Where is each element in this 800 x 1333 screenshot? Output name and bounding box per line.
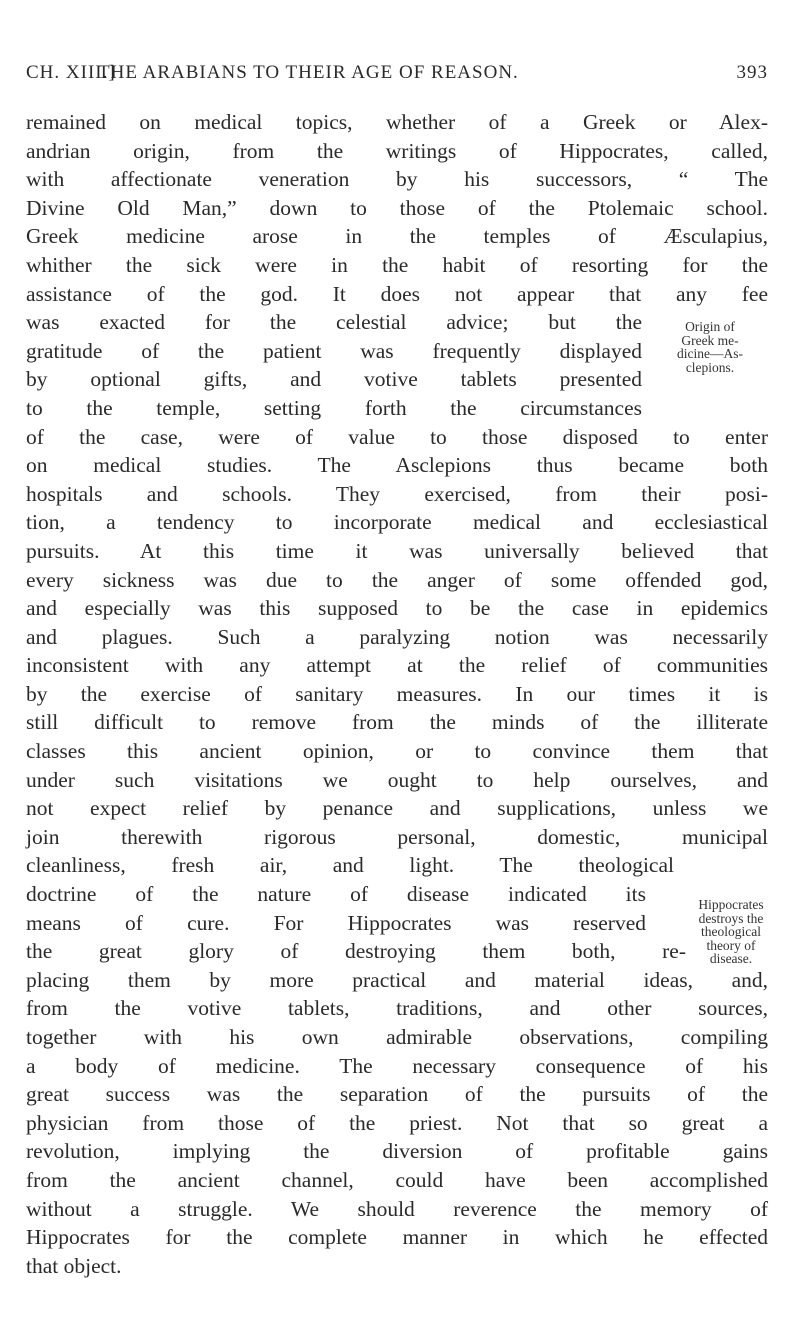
text-line: by optional gifts, and votive tablets presented bbox=[26, 367, 642, 392]
text-line: from the votive tablets, traditions, and other sources, bbox=[26, 996, 768, 1021]
sidenote-line: clepions. bbox=[685, 359, 735, 375]
sidenote-line: disease. bbox=[709, 951, 753, 966]
text-line: physician from those of the priest. Not that so great a bbox=[26, 1110, 768, 1135]
text-line: remained on medical topics, whether of a Greek or Alex- bbox=[26, 110, 768, 134]
text-line: pursuits. At this time it was universally believed that bbox=[26, 538, 768, 563]
sidenote-line: Hippocrates bbox=[698, 897, 764, 912]
text-line: without a struggle. We should reverence the memory of bbox=[26, 1196, 768, 1221]
text-line: doctrine of the nature of disease indicated its bbox=[26, 882, 646, 907]
sidenote-origin-greek-medicine bbox=[646, 320, 774, 374]
text-line: and plagues. Such a paralyzing notion was necessarily bbox=[26, 624, 768, 649]
running-header bbox=[26, 62, 768, 88]
text-line: not expect relief by penance and supplications, unless we bbox=[26, 796, 768, 821]
text-line: still difficult to remove from the minds of the illiterate bbox=[26, 710, 768, 735]
text-line: join therewith rigorous personal, domestic, municipal bbox=[26, 824, 768, 849]
sidenote-line: Greek me- bbox=[681, 332, 739, 348]
text-line: whither the sick were in the habit of resorting for the bbox=[26, 252, 768, 277]
text-line: and especially was this supposed to be the case in epidemics bbox=[26, 596, 768, 621]
text-line: great success was the separation of the pursuits of the bbox=[26, 1082, 768, 1107]
text-line: andrian origin, from the writings of Hippocrates, called, bbox=[26, 138, 768, 163]
sidenote-hippocrates bbox=[686, 898, 776, 966]
text-line: assistance of the god. It does not appear that any fee bbox=[26, 281, 768, 306]
sidenote-line: Origin of bbox=[685, 319, 735, 334]
running-title: THE ARABIANS TO THEIR AGE OF REASON. bbox=[98, 62, 519, 83]
body-text bbox=[26, 108, 768, 1280]
text-line: of the case, were of value to those disposed to enter bbox=[26, 424, 768, 449]
sidenote-line: dicine—As- bbox=[677, 346, 743, 361]
text-line: to the temple, setting forth the circumstances bbox=[26, 395, 642, 420]
text-line: on medical studies. The Asclepions thus became both bbox=[26, 453, 768, 478]
sidenote-line: theory of bbox=[706, 937, 756, 953]
text-line: by the exercise of sanitary measures. In our times it is bbox=[26, 681, 768, 706]
page-number: 393 bbox=[736, 62, 768, 83]
text-line: under such visitations we ought to help ourselves, and bbox=[26, 767, 768, 792]
text-line: Divine Old Man,” down to those of the Ptolemaic school. bbox=[26, 195, 768, 220]
chapter-label: CH. XIII.] bbox=[26, 62, 116, 83]
text-line: the great glory of destroying them both, re- bbox=[26, 939, 686, 964]
text-line: tion, a tendency to incorporate medical and ecclesiastical bbox=[26, 510, 768, 535]
text-line: that object. bbox=[26, 1253, 122, 1278]
text-line: from the ancient channel, could have been accomplished bbox=[26, 1167, 768, 1192]
text-line: hospitals and schools. They exercised, from their posi- bbox=[26, 481, 768, 506]
text-line: means of cure. For Hippocrates was reserved bbox=[26, 910, 646, 935]
text-line: every sickness was due to the anger of some offended god, bbox=[26, 567, 768, 592]
text-line: inconsistent with any attempt at the relief of communities bbox=[26, 653, 768, 678]
text-line: Greek medicine arose in the temples of Æsculapius, bbox=[26, 224, 768, 249]
text-line: gratitude of the patient was frequently displayed bbox=[26, 338, 642, 363]
text-line: with affectionate veneration by his successors, “ The bbox=[26, 167, 768, 192]
text-line: revolution, implying the diversion of profitable gains bbox=[26, 1139, 768, 1164]
text-line: Hippocrates for the complete manner in which he effected bbox=[26, 1225, 768, 1250]
text-line: together with his own admirable observations, compiling bbox=[26, 1025, 768, 1049]
text-line: a body of medicine. The necessary consequence of his bbox=[26, 1053, 768, 1078]
text-line: classes this ancient opinion, or to convince them that bbox=[26, 739, 768, 764]
text-line: was exacted for the celestial advice; but the bbox=[26, 310, 642, 335]
sidenote-line: theological bbox=[701, 924, 761, 939]
sidenote-line: destroys the bbox=[698, 910, 764, 926]
text-line: placing them by more practical and material ideas, and, bbox=[26, 967, 768, 992]
text-line: cleanliness, fresh air, and light. The theological bbox=[26, 853, 674, 878]
